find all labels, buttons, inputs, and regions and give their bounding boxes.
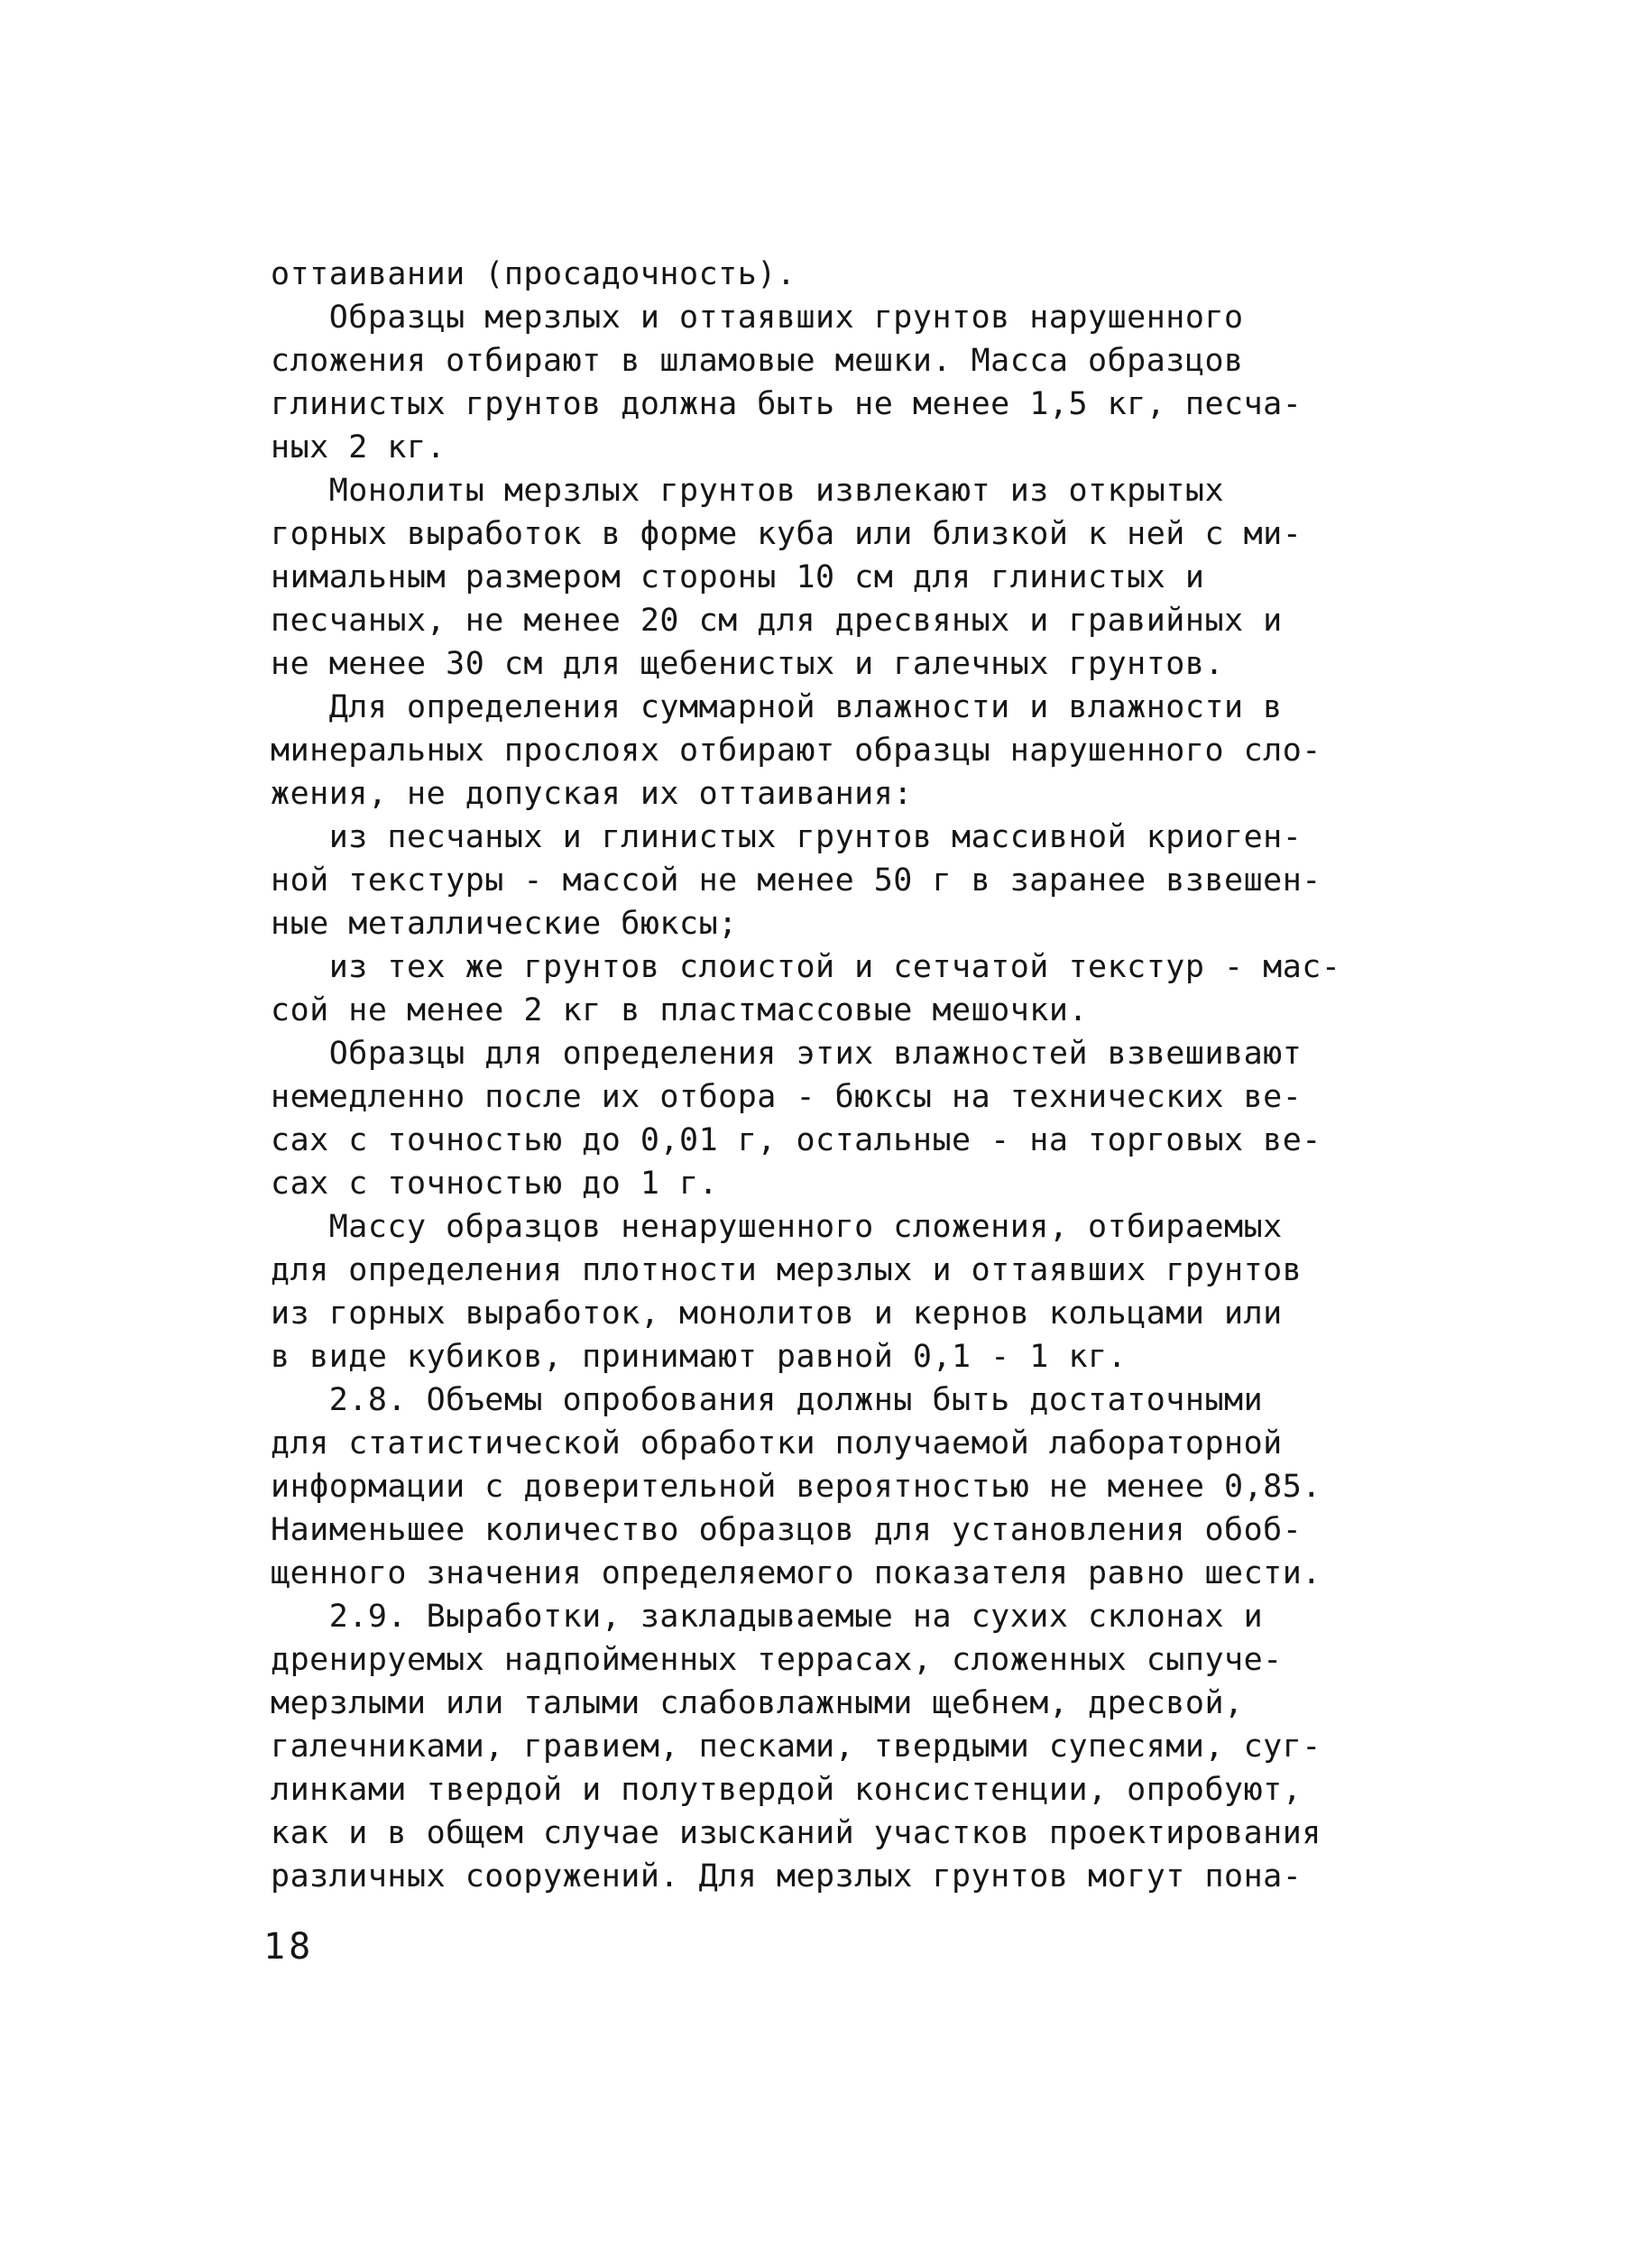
text-line: 2.8. Объемы опробования должны быть достаточными xyxy=(271,1382,1264,1418)
text-line: как и в общем случае изысканий участков проектирования xyxy=(271,1815,1321,1851)
text-line: из тех же грунтов слоистой и сетчатой текстур - мас- xyxy=(271,949,1341,985)
text-line: оттаивании (просадочность). xyxy=(271,256,797,292)
text-line: щенного значения определяемого показателя равно шести. xyxy=(271,1555,1321,1591)
text-line: нимальным размером стороны 10 см для глинистых и xyxy=(271,559,1205,595)
text-line: глинистых грунтов должна быть не менее 1,5 кг, песча- xyxy=(271,386,1303,422)
text-line: горных выработок в форме куба или близкой к ней с ми- xyxy=(271,516,1303,552)
paragraph xyxy=(271,253,1461,296)
text-line: сах с точностью до 1 г. xyxy=(271,1166,719,1202)
text-line: различных сооружений. Для мерзлых грунтов могут пона- xyxy=(271,1858,1303,1895)
text-line: жения, не допуская их оттаивания: xyxy=(271,776,913,812)
body-text xyxy=(271,253,1461,1898)
text-line: Наименьшее количество образцов для установления обоб- xyxy=(271,1512,1303,1548)
text-line: Монолиты мерзлых грунтов извлекают из открытых xyxy=(271,473,1225,509)
text-line: Массу образцов ненарушенного сложения, отбираемых xyxy=(271,1209,1283,1245)
text-line: из песчаных и глинистых грунтов массивной криоген- xyxy=(271,819,1303,855)
text-line: ной текстуры - массой не менее 50 г в заранее взвешен- xyxy=(271,862,1321,899)
text-line: Образцы мерзлых и оттаявших грунтов нарушенного xyxy=(271,300,1244,336)
text-line: Для определения суммарной влажности и влажности в xyxy=(271,689,1283,725)
text-line: для статистической обработки получаемой лабораторной xyxy=(271,1425,1283,1461)
text-line: минеральных прослоях отбирают образцы нарушенного сло- xyxy=(271,733,1321,769)
paragraph xyxy=(271,686,1461,816)
text-line: ных 2 кг. xyxy=(271,429,447,466)
paragraph xyxy=(271,945,1461,1032)
paragraph xyxy=(271,816,1461,945)
text-line: Образцы для определения этих влажностей взвешивают xyxy=(271,1036,1303,1072)
paragraph xyxy=(271,1595,1461,1898)
text-line: 2.9. Выработки, закладываемые на сухих склонах и xyxy=(271,1599,1264,1635)
text-line: сложения отбирают в шламовые мешки. Масса образцов xyxy=(271,343,1244,379)
text-line: не менее 30 см для щебенистых и галечных грунтов. xyxy=(271,646,1225,682)
text-line: ные металлические бюксы; xyxy=(271,906,738,942)
text-line: для определения плотности мерзлых и оттаявших грунтов xyxy=(271,1252,1303,1288)
text-line: из горных выработок, монолитов и кернов кольцами или xyxy=(271,1295,1283,1332)
text-line: сах с точностью до 0,01 г, остальные - на торговых ве- xyxy=(271,1122,1321,1158)
paragraph xyxy=(271,1378,1461,1595)
page-number: 18 xyxy=(263,1926,315,1968)
text-line: немедленно после их отбора - бюксы на технических ве- xyxy=(271,1079,1303,1115)
text-line: песчаных, не менее 20 см для дресвяных и гравийных и xyxy=(271,603,1283,639)
paragraph xyxy=(271,1205,1461,1378)
text-line: галечниками, гравием, песками, твердыми супесями, суг- xyxy=(271,1729,1321,1765)
paragraph xyxy=(271,296,1461,469)
text-line: сой не менее 2 кг в пластмассовые мешочки. xyxy=(271,992,1089,1028)
text-line: в виде кубиков, принимают равной 0,1 - 1 кг. xyxy=(271,1339,1128,1375)
paragraph xyxy=(271,469,1461,686)
text-line: дренируемых надпойменных террасах, сложенных сыпуче- xyxy=(271,1642,1283,1678)
text-line: линками твердой и полутвердой консистенции, опробуют, xyxy=(271,1772,1303,1808)
paragraph xyxy=(271,1032,1461,1205)
text-line: информации с доверительной вероятностью не менее 0,85. xyxy=(271,1469,1321,1505)
text-line: мерзлыми или талыми слабовлажными щебнем, дресвой, xyxy=(271,1685,1244,1721)
